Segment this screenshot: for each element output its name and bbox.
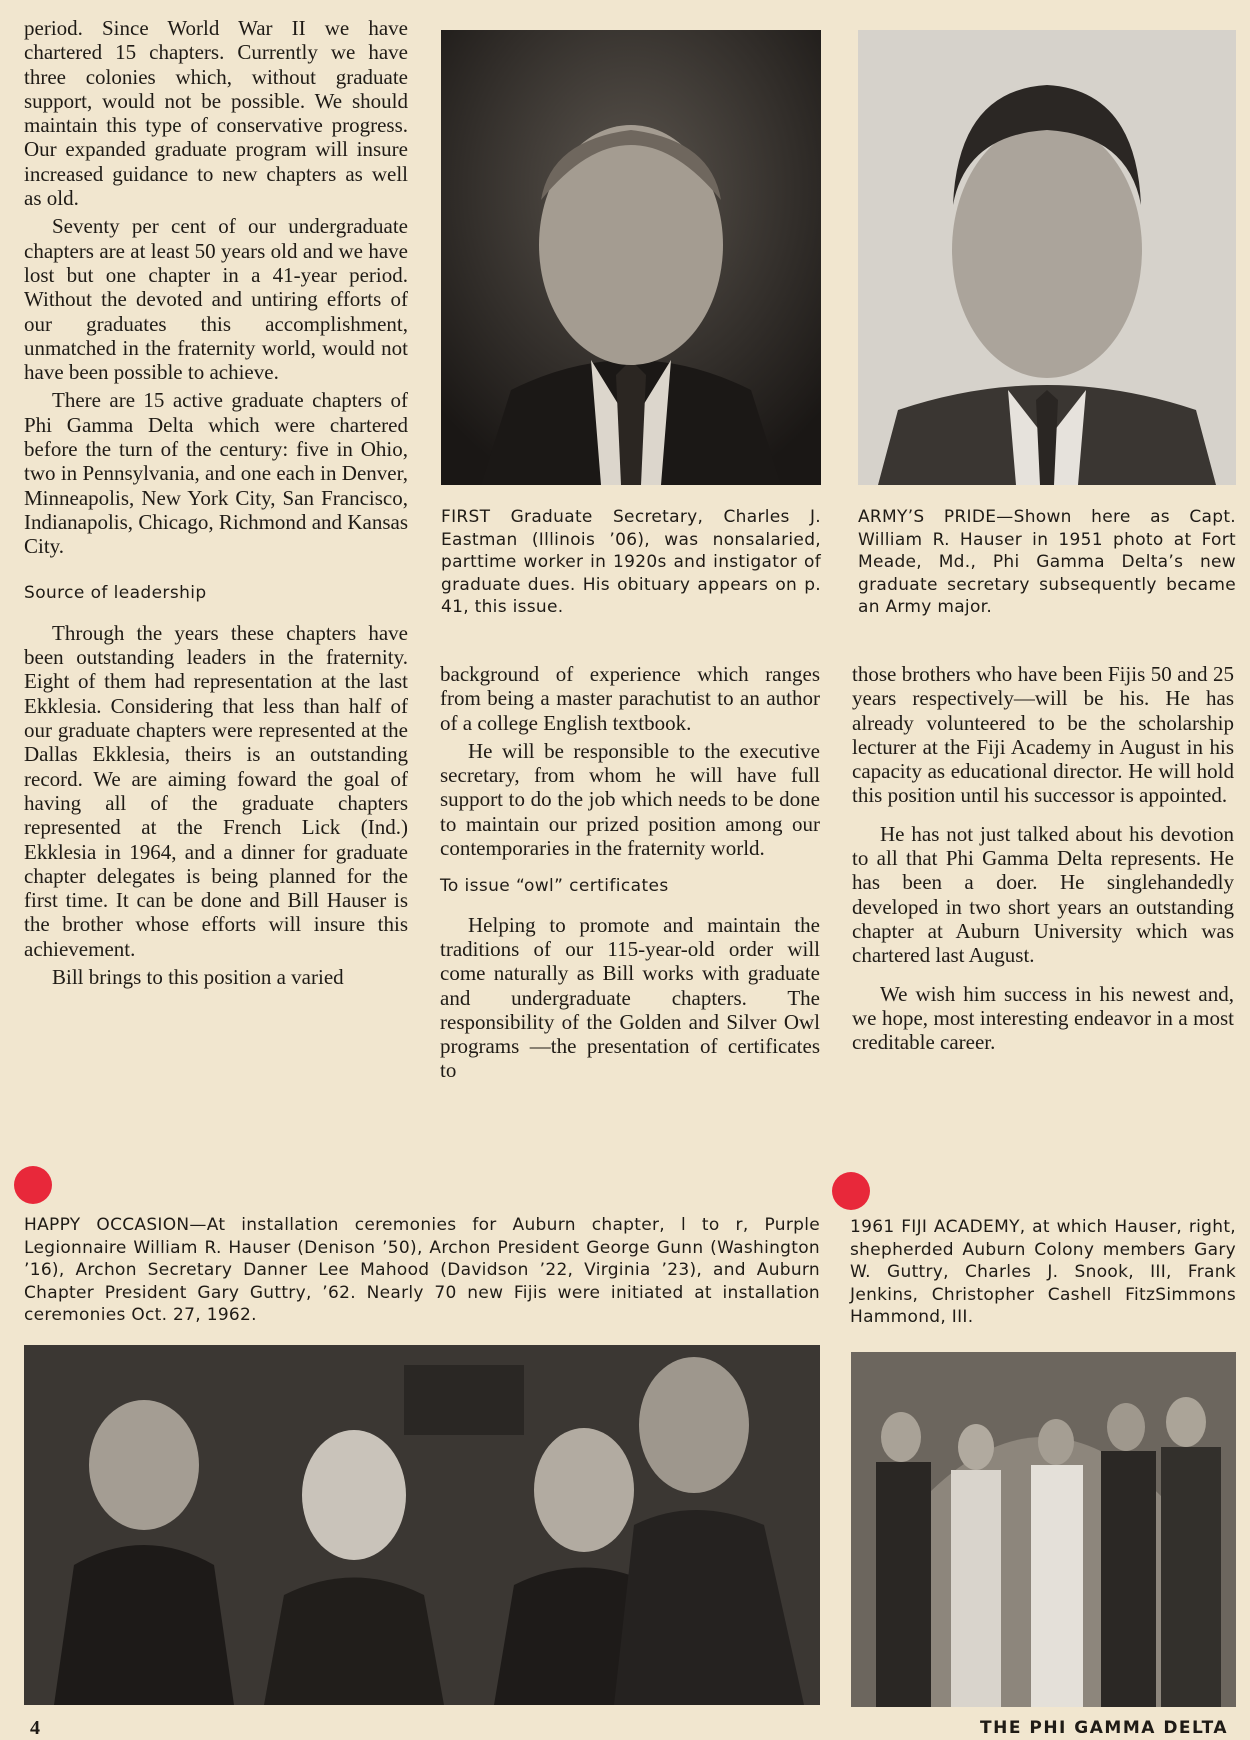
article-column-3: [852, 662, 1234, 1058]
paragraph: Bill brings to this position a varied: [52, 964, 344, 989]
hauser-portrait-photo: [858, 30, 1236, 485]
paragraph: Helping to promote and maintain the traditions of our 115-year-old order will come naturally as Bill works with graduate and undergraduate chapters. The responsibility of the Golden and Silver Owl programs —the presentation of certificates to: [440, 912, 820, 1083]
fiji-academy-photo: [851, 1352, 1236, 1707]
paragraph: background of experience which ranges from being a master parachutist to an author of a college English textbook.: [440, 662, 820, 735]
article-column-1: [24, 16, 408, 993]
subheading-owl-certificates: To issue “owl” certificates: [440, 876, 669, 897]
paragraph: Through the years these chapters have been outstanding leaders in the fraternity. Eight of them had representation at the last Ekklesia. Considering that less than half of our graduate chapters were represented at the Dallas Ekklesia, theirs is an outstanding record. We are aiming foward the goal of having all of the graduate chapters represented at the French Lick (Ind.) Ekklesia in 1964, and a dinner for graduate chapter delegates is being planned for the first time. It can be done and Bill Hauser is the brother whose efforts will insure this achievement.: [24, 620, 408, 961]
paragraph: Seventy per cent of our undergraduate chapters are at least 50 years old and we have lost but one chapter in a 41-year period. Without the devoted and untiring efforts of our graduates this accomplishment, unmatched in the fraternity world, would not have been possible to achieve.: [24, 214, 408, 385]
paragraph: We wish him success in his newest and, we hope, most interesting endeavor in a most creditable career.: [852, 981, 1234, 1055]
happy-occasion-caption: HAPPY OCCASION—At installation ceremonies for Auburn chapter, l to r, Purple Legionnaire William R. Hauser (Denison ’50), Archon President George Gunn (Washington ’16), Archon Secretary Danner Lee Mahood (Davidson ’22, Virginia ’23), and Auburn Chapter President Gary Guttry, ’62. Nearly 70 new Fijis were initiated at installation ceremonies Oct. 27, 1962.: [24, 1215, 820, 1325]
eastman-portrait-photo: [441, 30, 821, 485]
page-number: 4: [30, 1717, 40, 1739]
paragraph: those brothers who have been Fijis 50 and 25 years respectively—will be his. He has already volunteered to be the scholarship lecturer at the Fiji Academy in August in his capacity as educational director. He will hold this position until his successor is appointed.: [852, 662, 1234, 808]
red-dot-marker: [832, 1172, 870, 1210]
fiji-academy-caption: 1961 FIJI ACADEMY, at which Hauser, right, shepherded Auburn Colony members Gary W. Guttry, Charles J. Snook, III, Frank Jenkins, Christopher Cashell FitzSimmons Hammond, III.: [850, 1217, 1236, 1327]
paragraph: period. Since World War II we have chartered 15 chapters. Currently we have three colonies which, without graduate support, would not be possible. We should maintain this type of conservative progress. Our expanded graduate program will insure increased guidance to new chapters as well as old.: [24, 16, 408, 211]
subheading-source-of-leadership: Source of leadership: [24, 582, 207, 603]
article-column-2: [440, 662, 820, 1087]
hauser-photo-caption: ARMY’S PRIDE—Shown here as Capt. William R. Hauser in 1951 photo at Fort Meade, Md., Phi Gamma Delta’s new graduate secretary subsequently became an Army major.: [858, 507, 1236, 617]
installation-ceremony-photo: [24, 1345, 820, 1705]
paragraph: He has not just talked about his devotion to all that Phi Gamma Delta represents. He has been a doer. He singlehandedly developed in two short years an outstanding chapter at Auburn University which was chartered last August.: [852, 821, 1234, 968]
eastman-photo-caption: FIRST Graduate Secretary, Charles J. Eastman (Illinois ’06), was nonsalaried, parttime worker in 1920s and instigator of graduate dues. His obituary appears on p. 41, this issue.: [441, 507, 821, 617]
paragraph: There are 15 active graduate chapters of Phi Gamma Delta which were chartered before the turn of the century: five in Ohio, two in Pennsylvania, and one each in Denver, Minneapolis, New York City, San Francisco, Indianapolis, Chicago, Richmond and Kansas City.: [24, 388, 408, 559]
paragraph: He will be responsible to the executive secretary, from whom he will have full support to do the job which needs to be done to maintain our prized position among our contemporaries in the fraternity world.: [440, 738, 820, 861]
publication-name: THE PHI GAMMA DELTA: [980, 1718, 1228, 1738]
red-dot-marker: [14, 1166, 52, 1204]
